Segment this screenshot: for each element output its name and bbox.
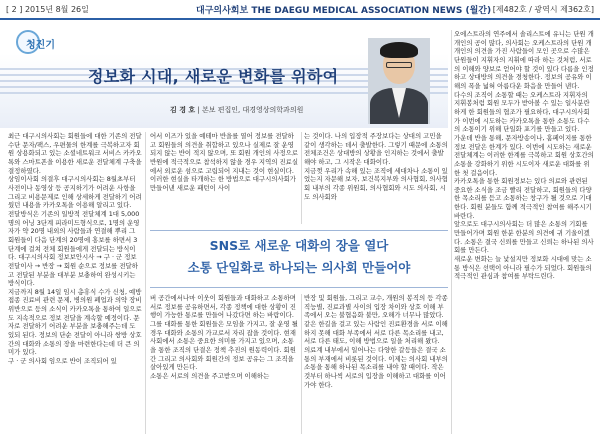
article-column-3: 는 것이다. 나의 입장적 주장보다는 상대의 고민을 같이 생각하는 데서 출발한다. 그렇기 때문에 소통의 전체조건은 상대방의 상황을 인지하는 것에서 출발해야 하고, 그 시작은 대화이다. 지금껏 우리가 속해 있는 조직에 세대차나 소통이 있었는지 자문해 보자, 보건복지부와 의사협회, 의사협회 내부의 각종 위원회, 의사협회와 시도 의사회, 시도 의사회와 xyxy=(304,132,448,201)
article-column-6: 반장 및 회원들, 그리고 교수, 개원의 봉직의 등 각종 직능별, 진료과별 사이의 입장 차이와 상호 이해 부족에서 오는 불협음화 불만, 오해가 너무나 많았다. 같은 한길을 걸고 있는 사람인 진료환경을 서로 이해하지 못해 대화 부족에서 서로 다른 목소리를 내고, 서로 다른 태도, 이해 방법으로 일을 처리해 왔다. 의료계 내부에서 일어나는 다양한 갈등들은 결국 소통의 부재에서 비롯된 것이다. 이제는 의사회 내부의 소통을 통해 하나된 목소리를 내야 할 때이다. 작은 것부터 하나씩 서로의 입장을 이해하고 대화를 이어가야 한다. xyxy=(304,294,448,389)
masthead xyxy=(0,0,600,20)
section-badge xyxy=(16,30,62,60)
article-title: 정보화 시대, 새로운 변화를 위하여 xyxy=(88,67,339,86)
article-column-2: 어서 이즈가 있을 예테마 반을를 열어 정보를 전달하고 회원들의 의견을 취합하고 있으나 실제로 잘 운영되지 않는 반이 적지 않으며, 또 회원 개인의 사정으로 반원에 적극적으로 참석하지 않을 경우 지역의 진료실에서 외로운 섬으로 고립되어 지내는 것이 현실이다. 이러한 현실을 타개하는 한 방법으로 대구시의사회가 만들어낸 새로운 패턴이 사이 xyxy=(150,132,298,192)
column-divider xyxy=(451,30,452,434)
subheading-block xyxy=(150,230,448,288)
subheading-line-1: SNS로 새로운 대화의 장을 열다 xyxy=(209,238,389,253)
subheading-line-2: 소통 단일화로 하나되는 의사회 만들어야 xyxy=(187,260,411,275)
newspaper-title xyxy=(196,3,491,16)
column-divider xyxy=(301,294,302,434)
photo-hair xyxy=(380,42,418,58)
section-badge-label: 청진기 xyxy=(26,40,55,51)
byline-name: 김 경 호 xyxy=(170,106,196,114)
issue-date: [ 2 ] 2015년 8월 26일 xyxy=(6,5,89,14)
subheading-rule xyxy=(150,230,448,231)
article-column-1: 최근 대구시의사회는 회원들에 대한 기존의 전달수단 문자/팩스, 우편물의 한계를 극복하고자 회원 상용화되고 있는 소셜네트워크 서비스 카카오톡와 스마트폰을 이용한 새로운 전달체계 구축을 결정하였다. 상임이사회 의결후 대구시의사회는 8월초부터 사전이나 동영상 등 공지하기가 어려운 사항을 그리고 비용문제로 인해 상세하게 전달하기 어려웠던 내용을 카카오톡을 이용해 알리고 있다. 전달방식은 기존의 일방적 전달체계 1대 5,000명의 어닝 3단계 피라미드형식으로, 1명의 운영자가 약 20명 내외의 사람들과 연결해 뿌리 그 회원들이 다음 단계의 20명에 홍보를 하면서 3단계에 걸쳐 전체 회원들에게 전달되는 방식이다. 대구시의사회 정보보안시사 → 구 · 군 정보전달이사 → 반장 → 회원 순으로 정보를 전달하고 전달된 부분을 대부분 보충하여 완성시키는 방식이다. 지금까지 8월 14일 임시 총휴식 수가 신청, 예방접종 진료비 관련 문제, 병의원 폐업과 의약 장비위반으로 등의 소식이 카카오톡을 통하여 일으로도 지속적으로 정보 전달을 계속할 예정이다. 문자로 전달하기 어려운 부분을 보충해주는데 도 있되 된다. 정보의 단순 전달이 아니라 쌍방 상호간의 대화와 소통의 장을 마련한다는데 더 큰 의미가 있다. 구 · 군 의사회 임으로 반이 조직되어 있 xyxy=(8,132,142,366)
column-divider xyxy=(145,132,146,434)
article-column-4: 오에스트라의 연주에서 솔리스트에 유니는 단원 개개인의 공이 많다, 의사회는 오케스트라의 단원 개개인의 의견을 가진 사람들이 모인 곳으로 수많은 단원들이 지휘자의 지휘에 따라 하는 것처럼, 서로의 이해와 양보로 얻어야 할 것이 있다 다름을 인정하고 상대방의 의견을 경청한다. 정보의 공유와 이해의 폭을 넓혀 아름다운 화음을 만들어 낸다. 다수의 조직이 소통할 때는 오케스트라 지휘자의 지휘봉처럼 회원 모두가 받아볼 수 있는 일사분란하게 한 회원들의 협조가 필요하다, 대구시의사회가 이번에 시도하는 카카오톡을 통한 소통도 다수의 소통이기 위해 단일화 포기를 만들고 있다. 가운데 반을 통해, 문자방송이나, 홈페이지를 통한 정보 전달은 한계가 있다. 이번에 시도하는 새로운 전달체계는 이러한 한계를 극복하고 회원 상호간의 소통을 강화하기 위한 시도이자 새로운 대화를 위한 첫 걸음이다. 카카오톡을 통한 회원정보는 있다 의료와 관련된 중요한 소식을 조금 빨리 전달하고, 회원들의 다양한 목소리를 듣고 소통하는 창구가 될 것으로 기대한다. 회원 분들도 함께 적극적인 참여를 해주시기 바란다. 앞으로도 대구시의사회는 더 많은 소통의 기회를 만들어가며 회원 한분 한분의 의견에 귀 기울이겠다. 소통은 결국 신뢰를 만들고 신뢰는 하나된 의사회를 만든다. 새로운 변화는 늘 낯설지만 정보화 시대에 맞는 소통 방식은 선택이 아니라 필수가 되었다. 회원들의 적극적인 관심과 참여를 부탁드린다. xyxy=(454,30,594,281)
issue-number: [제482호 / 광역시 제362호] xyxy=(492,5,594,14)
column-divider xyxy=(301,132,302,224)
newspaper-title-korean: 대구의사회보 xyxy=(196,6,249,16)
photo-glasses xyxy=(386,62,412,68)
byline-role: 본보 편집인, 대경영상의학과의원 xyxy=(202,106,304,114)
newspaper-title-english: THE DAEGU MEDICAL ASSOCIATION NEWS (월간) xyxy=(251,6,492,16)
byline: 김 경 호 | 본보 편집인, 대경영상의학과의원 xyxy=(170,106,304,114)
article-column-5: 버 공간에서나마 이웃이 회원들과 대화하고 소통하며 서로 정보를 공유하면서, 각종 정책에 대한 상황이 진행이 가능한 통로를 만들어 나갔다면 하는 바람이다. 그를 대화를 통한 회원들은 모임을 가지고, 잘 운영 될 경우 대화와 소통의 가교로서 자리 잡을 것이다. 현재 사회에서 소통은 중요한 의미를 가지고 있으며, 소통을 통한 조직의 단결은 정책 추진의 원동력이다. 회원간 그리고 의사회와 회원간의 정보 공유는 그 조직을 살아있게 만든다. 소통은 서로의 의견을 주고받으며 이해하는 xyxy=(150,294,298,380)
author-photo xyxy=(368,38,430,124)
subheading-rule xyxy=(150,287,448,288)
